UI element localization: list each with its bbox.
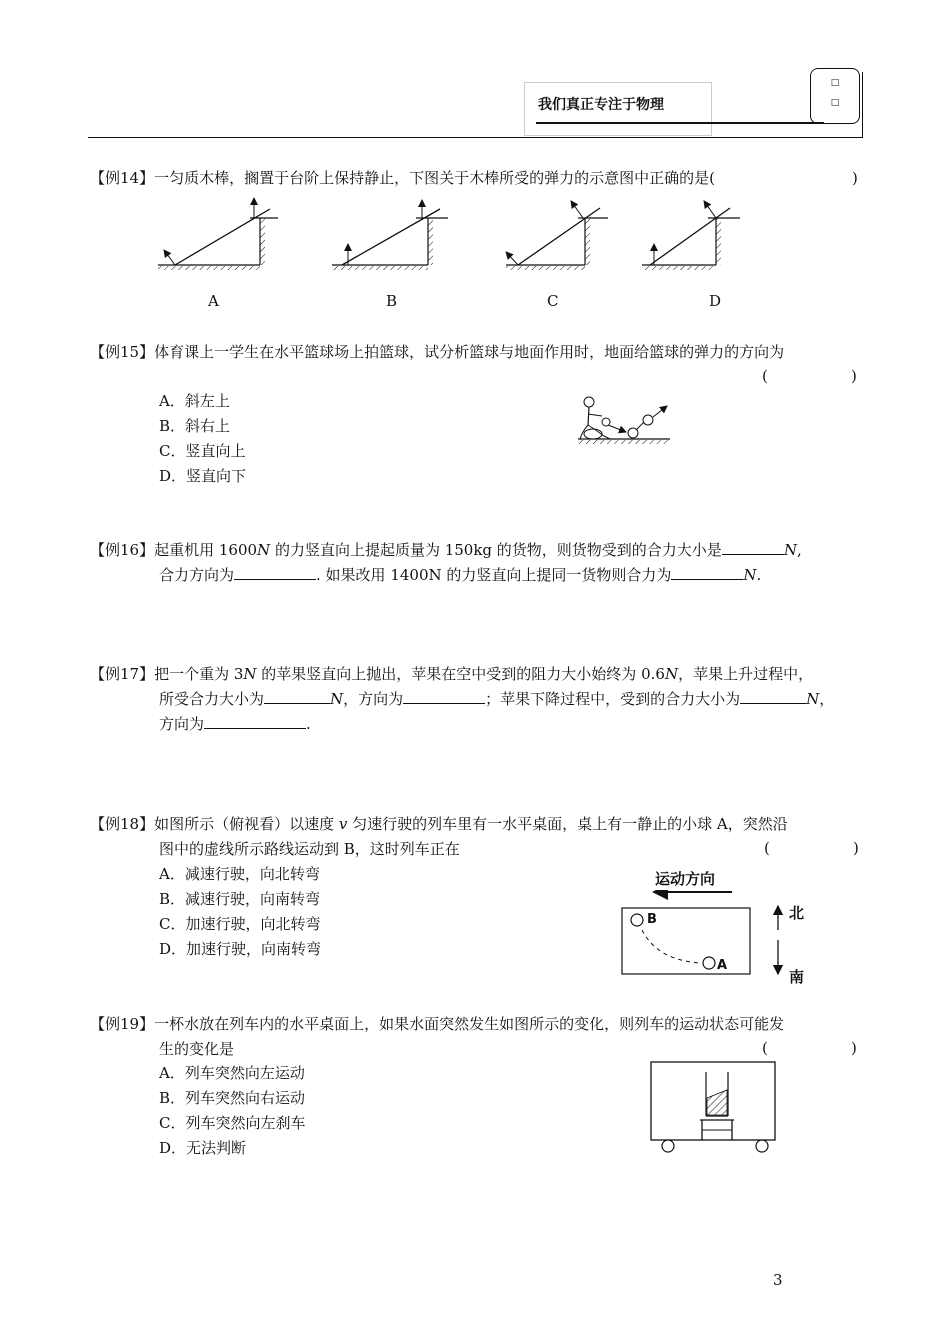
q16-text-2end: . (756, 566, 762, 584)
q19-option-d: D．无法判断 (159, 1139, 247, 1157)
q14-figure-c (506, 201, 608, 270)
q14-text: 一匀质木棒，搁置于台阶上保持静止，下图关于木棒所受的弹力的示意图中正确的是( (154, 169, 715, 187)
q18-option-c: C．加速行驶，向北转弯 (159, 915, 321, 933)
q15-paren-open: ( (762, 367, 768, 385)
q17-blank-2[interactable] (403, 689, 485, 704)
q17-line-2 (159, 689, 834, 709)
logo-top-glyph: □ (830, 78, 840, 88)
q14-figure-label-a: A (208, 292, 219, 310)
q16-unit-n-2: N (783, 541, 797, 559)
q18-option-a: A．减速行驶，向北转弯 (159, 865, 320, 883)
q16-text-2b: . 如果改用 1400N 的力竖直向上提同一货物则合力为 (316, 566, 672, 584)
header-underline (536, 122, 824, 124)
q17-label: 【例17】 (90, 665, 155, 683)
q16-text-1a: 起重机用 1600 (154, 541, 258, 559)
q19-train-cup-figure (644, 1058, 784, 1158)
q18-line-1 (90, 814, 788, 834)
q19-paren-close: ) (851, 1039, 857, 1057)
q19-text-1: 一杯水放在列车内的水平桌面上，如果水面突然发生如图所示的变化，则列车的运动状态可能发 (154, 1015, 785, 1033)
q18-text-1a: 如图所示（俯视看）以速度 (154, 815, 339, 833)
q19-option-b: B．列车突然向右运动 (159, 1089, 306, 1107)
q15-label: 【例15】 (90, 343, 155, 361)
q18-direction-label: 运动方向 (655, 870, 716, 888)
q14-figure-b (332, 200, 448, 270)
q15-option-d: D．竖直向下 (159, 467, 247, 485)
q16-blank-1[interactable] (722, 540, 784, 555)
q19-option-c: C．列车突然向左刹车 (159, 1114, 306, 1132)
logo (810, 68, 860, 124)
q19-paren-open: ( (762, 1039, 768, 1057)
q19-line-1 (90, 1014, 784, 1034)
q16-line-2 (159, 565, 761, 585)
q18-option-d: D．加速行驶，向南转弯 (159, 940, 322, 958)
q19-label: 【例19】 (90, 1015, 155, 1033)
q17-text-2a: 所受合力大小为 (159, 690, 265, 708)
q14-figure-label-b: B (386, 292, 398, 310)
q17-blank-3[interactable] (740, 689, 806, 704)
q17-unit-n-4: N (806, 690, 820, 708)
q17-text-3end: . (306, 715, 311, 733)
q15-option-a: A．斜左上 (159, 392, 230, 410)
q17-blank-4[interactable] (204, 714, 306, 729)
page-number: 3 (773, 1271, 783, 1289)
q19-option-a: A．列车突然向左运动 (159, 1064, 305, 1082)
q14-figure-label-c: C (547, 292, 559, 310)
q18-v: v (338, 815, 348, 833)
q17-blank-1[interactable] (264, 689, 330, 704)
q17-line-1 (90, 664, 813, 684)
q14-paren-close: ) (852, 169, 858, 187)
q18-paren-close: ) (853, 839, 859, 857)
q17-unit-n: N (243, 665, 257, 683)
q18-ball-b-label: B (647, 912, 657, 927)
q14-figure-d (642, 201, 740, 270)
q17-text-2b: ，方向为 (343, 690, 404, 708)
q15-option-b: B．斜右上 (159, 417, 231, 435)
q18-line-2: 图中的虚线所示路线运动到 B，这时列车正在 (159, 840, 460, 858)
q18-label: 【例18】 (90, 815, 155, 833)
q14-figure-label-d: D (709, 292, 722, 310)
q18-text-1b: 匀速行驶的列车里有一水平桌面，桌上有一静止的小球 A，突然沿 (347, 815, 788, 833)
q17-text-1c: ，苹果上升过程中， (678, 665, 814, 683)
q15-text: 体育课上一学生在水平篮球场上拍篮球，试分析篮球与地面作用时，地面给篮球的弹力的方向为 (154, 343, 785, 361)
q17-text-2c: ；苹果下降过程中，受到的合力大小为 (485, 690, 741, 708)
q16-unit-n-3: N (743, 566, 757, 584)
q18-ball-a-label: A (717, 958, 728, 973)
logo-bottom-glyph: □ (830, 98, 840, 108)
q18-train-figure (612, 890, 812, 990)
header-vertical-rule (862, 72, 863, 138)
q19-line-2: 生的变化是 (159, 1040, 235, 1058)
header-title: 我们真正专注于物理 (538, 97, 664, 113)
q15-basketball-figure (574, 392, 674, 448)
q17-text-1b: 的苹果竖直向上抛出，苹果在空中受到的阻力大小始终为 0.6 (256, 665, 665, 683)
q16-line-1 (90, 540, 802, 560)
q16-blank-2[interactable] (234, 565, 316, 580)
q17-line-3 (159, 714, 311, 734)
q17-text-2end: ， (819, 690, 835, 708)
q15-paren-close: ) (851, 367, 857, 385)
q14-figure-a (158, 198, 278, 270)
q18-option-b: B．减速行驶，向南转弯 (159, 890, 321, 908)
q14-stem (90, 168, 715, 188)
q18-south-label: 南 (789, 968, 805, 986)
q17-unit-n-3: N (330, 690, 344, 708)
q17-text-1a: 把一个重为 3 (154, 665, 244, 683)
q18-north-label: 北 (789, 904, 805, 922)
q16-unit-n: N (257, 541, 271, 559)
q17-text-3a: 方向为 (159, 715, 205, 733)
q17-unit-n-2: N (664, 665, 679, 683)
q16-label: 【例16】 (90, 541, 155, 559)
q16-text-1b: 的力竖直向上提起质量为 150kg 的货物，则货物受到的合力大小是 (270, 541, 722, 559)
q18-paren-open: ( (764, 839, 770, 857)
q14-figures (150, 192, 870, 282)
q16-blank-3[interactable] (671, 565, 743, 580)
q16-text-2a: 合力方向为 (159, 566, 235, 584)
q16-text-1end: , (796, 541, 802, 559)
q14-label: 【例14】 (90, 169, 155, 187)
q15-option-c: C．竖直向上 (159, 442, 246, 460)
q15-stem (90, 342, 784, 362)
header-rule (88, 137, 863, 138)
